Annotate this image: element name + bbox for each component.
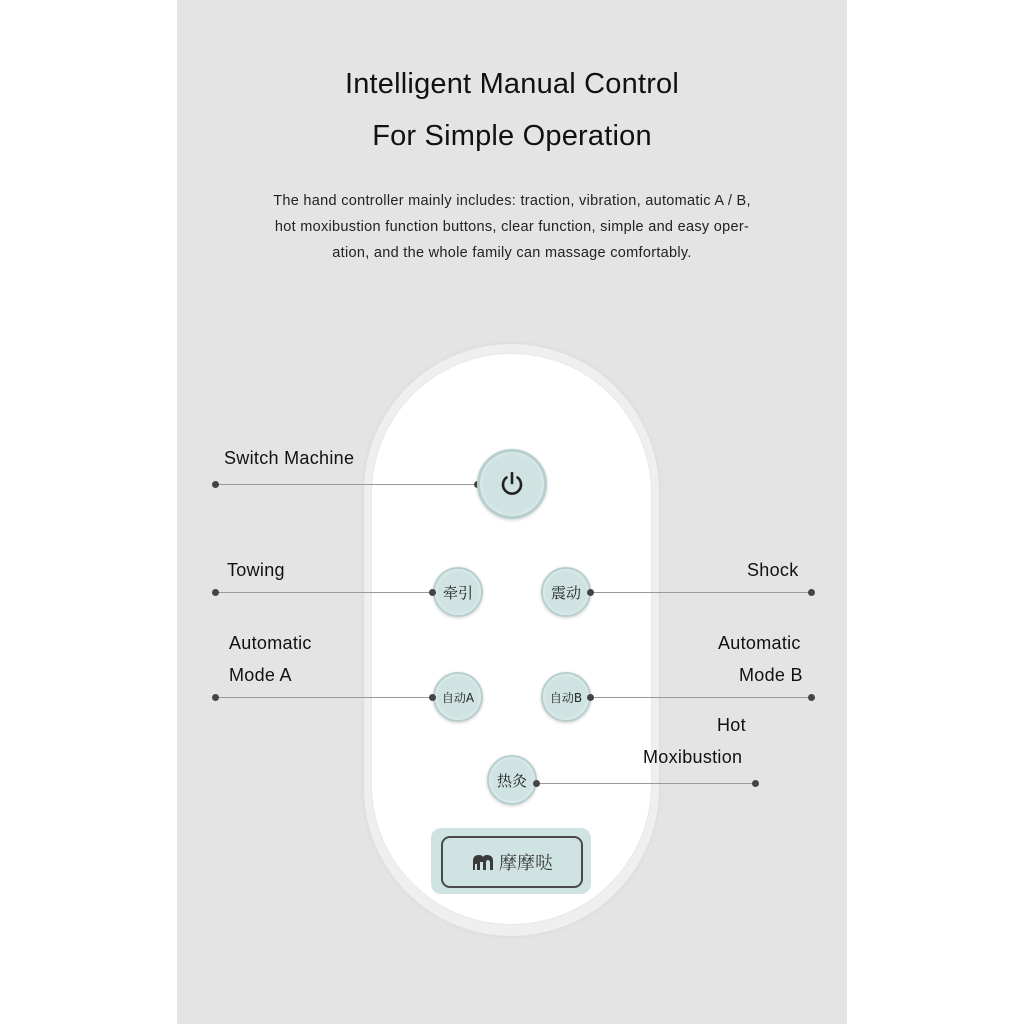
- auto-b-button-dot: [587, 694, 594, 701]
- auto-a-leader-dot-left: [212, 694, 219, 701]
- towing-leader-dot-left: [212, 589, 219, 596]
- auto-b-label-line-1: Automatic: [718, 633, 801, 653]
- page-subtitle: For Simple Operation: [372, 120, 652, 152]
- description-line-2: hot moxibustion function buttons, clear function, simple and easy oper-: [274, 219, 750, 235]
- auto-b-leader-dot-right: [808, 694, 815, 701]
- brand-name: 摩摩哒: [499, 853, 553, 874]
- auto-b-button-label: 自动B: [549, 690, 583, 705]
- towing-label: Towing: [227, 560, 285, 580]
- brand-logo: [441, 836, 583, 888]
- hot-moxibustion-leader-dot-right: [752, 780, 759, 787]
- auto-b-button[interactable]: [541, 672, 591, 722]
- description-line-3: ation, and the whole family can massage comfortably.: [332, 245, 692, 261]
- moxibustion-button-dot: [533, 780, 540, 787]
- vibration-button-dot: [587, 589, 594, 596]
- traction-button-label: 牵引: [442, 583, 473, 602]
- hot-moxibustion-label-line-1: Hot: [717, 715, 746, 735]
- shock-label: Shock: [747, 560, 799, 580]
- description-line-1: The hand controller mainly includes: traction, vibration, automatic A / B,: [273, 193, 751, 209]
- auto-a-button-label: 自动A: [441, 690, 475, 705]
- auto-b-leader-line: [590, 697, 812, 698]
- auto-a-label-line-1: Automatic: [229, 633, 312, 653]
- moxibustion-button-label: 热灸: [496, 771, 527, 790]
- vibration-button-label: 震动: [550, 583, 581, 602]
- auto-a-label-line-2: Mode A: [229, 665, 292, 685]
- hot-moxibustion-label-line-2: Moxibustion: [643, 747, 743, 767]
- auto-a-leader-line: [216, 697, 434, 698]
- moxibustion-button[interactable]: [487, 755, 537, 805]
- power-icon: [497, 469, 527, 499]
- shock-leader-dot-right: [808, 589, 815, 596]
- traction-button-dot: [429, 589, 436, 596]
- switch-machine-label: Switch Machine: [224, 448, 355, 468]
- traction-button[interactable]: [433, 567, 483, 617]
- page-title: Intelligent Manual Control: [344, 68, 680, 100]
- switch-machine-leader-line: [216, 484, 478, 485]
- shock-leader-line: [590, 592, 812, 593]
- power-button[interactable]: [477, 449, 547, 519]
- elephant-icon: [471, 852, 495, 872]
- auto-b-label-line-2: Mode B: [739, 665, 803, 685]
- auto-a-button[interactable]: [433, 672, 483, 722]
- switch-machine-leader-dot-left: [212, 481, 219, 488]
- hot-moxibustion-leader-line: [536, 783, 756, 784]
- vibration-button[interactable]: [541, 567, 591, 617]
- towing-leader-line: [216, 592, 434, 593]
- auto-a-button-dot: [429, 694, 436, 701]
